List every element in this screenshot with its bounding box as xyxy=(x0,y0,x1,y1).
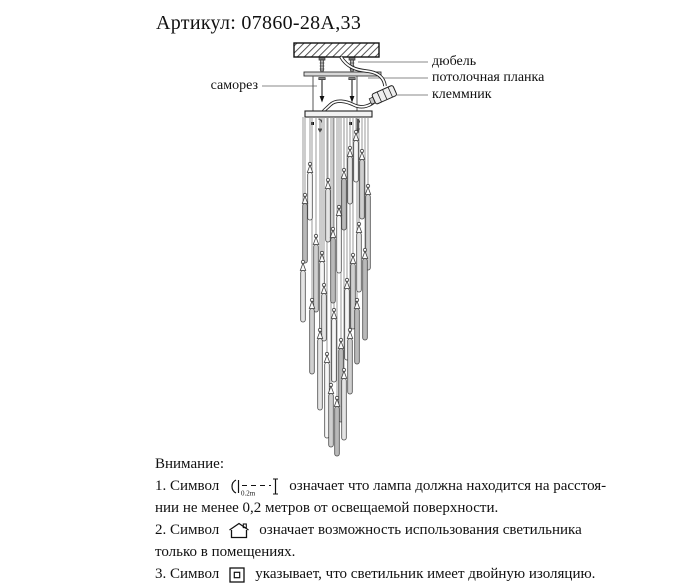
leader-lines xyxy=(262,62,428,95)
warning-item-3-prefix: 3. Символ xyxy=(155,566,220,582)
pendant-drop xyxy=(347,146,352,204)
canopy xyxy=(305,111,372,117)
label-terminal-block: клеммник xyxy=(432,87,492,102)
pendant-drop xyxy=(334,396,339,456)
pendant-drop xyxy=(356,222,361,292)
pendant-drop xyxy=(321,283,326,341)
svg-text:0.2m: 0.2m xyxy=(241,489,256,497)
label-dyubel: дюбель xyxy=(432,54,477,69)
pendant-drop xyxy=(347,328,352,394)
warning-item-1-continued: нии не менее 0,2 метров от освещаемой поверхности. xyxy=(155,500,499,516)
pendant-drop xyxy=(325,178,330,242)
screw-left xyxy=(319,78,325,103)
label-ceiling-plate: потолочная планка xyxy=(432,70,545,85)
pendant-drop xyxy=(313,234,318,312)
screw-right xyxy=(349,78,355,103)
warning-item-3 xyxy=(155,563,596,583)
warning-item-2-text: означает возможность использования светильника xyxy=(259,522,582,538)
pendant-drop xyxy=(302,193,307,263)
pendant-drop xyxy=(331,308,336,382)
pendant-drop xyxy=(354,298,359,364)
ceiling-slab xyxy=(294,43,379,57)
pendant-drop xyxy=(309,298,314,374)
pendant-drop xyxy=(300,260,305,322)
warning-item-2-continued: только в помещениях. xyxy=(155,544,296,560)
mains-wire xyxy=(341,57,385,86)
pendant-drop xyxy=(328,383,333,447)
warning-item-1 xyxy=(155,475,607,498)
pendant-drop xyxy=(362,248,367,340)
warning-block xyxy=(155,454,607,583)
pendant-drop xyxy=(353,130,358,182)
warning-item-1-text: означает что лампа должна находится на расстоя- xyxy=(289,478,607,494)
pendant-drop xyxy=(317,328,322,410)
warning-item-2-prefix: 2. Символ xyxy=(155,522,220,538)
terminal-block xyxy=(368,85,397,106)
pendant-drop xyxy=(341,168,346,230)
pendant-drops xyxy=(300,130,370,456)
warning-item-2 xyxy=(155,519,585,542)
canopy-wire xyxy=(323,99,377,112)
pendant-drop xyxy=(359,149,364,219)
double-insulation-icon xyxy=(227,565,247,583)
pendant-drop xyxy=(336,205,341,273)
indoor-use-house-icon xyxy=(227,521,251,540)
min-distance-symbol-icon xyxy=(227,476,281,498)
pendant-drop xyxy=(307,162,312,220)
warning-heading: Внимание: xyxy=(155,456,224,472)
page-title: Артикул: 07860-28A,33 xyxy=(156,12,362,34)
pendant-drop xyxy=(341,368,346,440)
pendant-drop xyxy=(330,227,335,303)
warning-item-1-prefix: 1. Символ xyxy=(155,478,220,494)
warning-item-3-text: указывает, что светильник имеет двойную изоляцию. xyxy=(255,566,596,582)
label-samorez: саморез xyxy=(210,78,258,93)
dowel-left xyxy=(319,58,325,72)
